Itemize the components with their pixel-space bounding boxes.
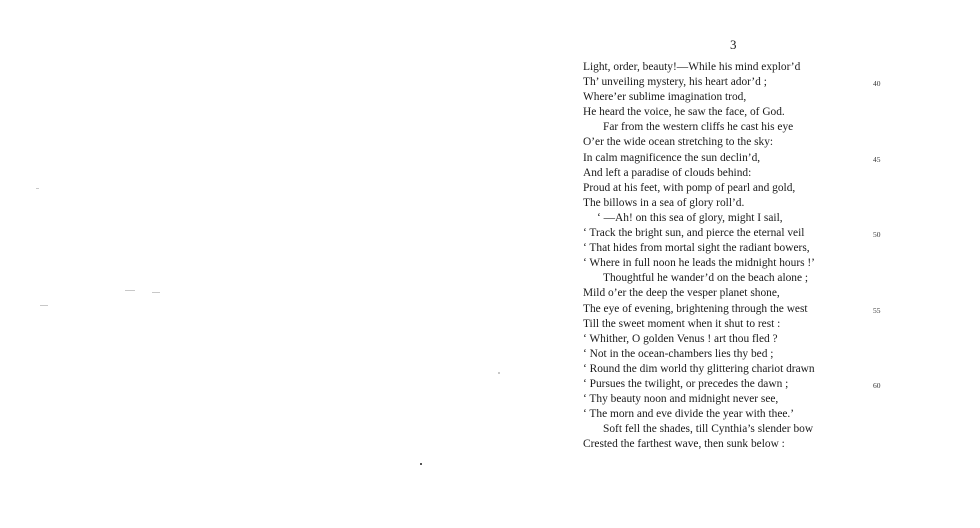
poem-line-text: Far from the western cliffs he cast his eye: [603, 121, 794, 134]
poem-line: [583, 302, 903, 317]
poem-line: [583, 362, 903, 377]
line-number: 60: [873, 380, 881, 390]
page-number: 3: [730, 37, 737, 52]
poem-line-text: ‘ —Ah! on this sea of glory, might I sail,: [597, 211, 783, 224]
poem-line-text: Thoughtful he wander’d on the beach alone ;: [603, 272, 809, 285]
poem-line: [583, 60, 903, 75]
paper-speck: [420, 463, 422, 465]
poem-line-text: Th’ unveiling mystery, his heart ador’d ;: [583, 76, 767, 89]
poem-line: [583, 392, 903, 407]
line-number: 45: [873, 154, 881, 164]
poem-line: [583, 90, 903, 105]
poem-line: [583, 271, 903, 286]
poem-line-text: ‘ The morn and eve divide the year with thee.’: [583, 408, 795, 421]
paper-speck: [152, 292, 160, 293]
poem-line-text: Where’er sublime imagination trod,: [583, 91, 747, 104]
poem-line-text: Mild o’er the deep the vesper planet shone,: [583, 287, 780, 300]
poem-line: [583, 317, 903, 332]
poem-line-text: And left a paradise of clouds behind:: [583, 166, 752, 179]
line-number: 55: [873, 305, 881, 315]
poem-line: [583, 135, 903, 150]
poem-line: [583, 407, 903, 422]
poem-line-text: Crested the farthest wave, then sunk below :: [583, 438, 785, 451]
poem-line-text: The eye of evening, brightening through the west: [583, 302, 808, 315]
poem-line: [583, 211, 903, 226]
line-number: 40: [873, 79, 881, 89]
poem-line: [583, 437, 903, 452]
poem-line-text: ‘ Thy beauty noon and midnight never see,: [583, 393, 779, 406]
poem-line-text: ‘ Pursues the twilight, or precedes the dawn ;: [583, 377, 789, 390]
poem-line-text: ‘ Where in full noon he leads the midnight hours !’: [583, 257, 815, 270]
poem-line-text: Light, order, beauty!—While his mind explor’d: [583, 61, 801, 73]
poem-line-text: ‘ Whither, O golden Venus ! art thou fled ?: [583, 332, 778, 345]
poem-line-text: Soft fell the shades, till Cynthia’s slender bow: [603, 423, 814, 436]
poem-body: [583, 60, 903, 452]
paper-speck: [36, 188, 39, 189]
poem-line: [583, 332, 903, 347]
poem-line: [583, 347, 903, 362]
paper-speck: [40, 305, 48, 306]
poem-line: [583, 105, 903, 120]
poem-line-text: ‘ Round the dim world thy glittering chariot drawn: [583, 362, 815, 375]
poem-line-text: ‘ Track the bright sun, and pierce the eternal veil: [583, 227, 805, 240]
poem-line-text: Till the sweet moment when it shut to rest :: [583, 317, 781, 330]
poem-line-text: ‘ Not in the ocean-chambers lies thy bed ;: [583, 347, 774, 360]
poem-line: [583, 181, 903, 196]
poem-line-text: The billows in a sea of glory roll’d.: [583, 196, 745, 209]
poem-line: [583, 196, 903, 211]
poem-line: [583, 166, 903, 181]
poem-line: [583, 226, 903, 241]
poem-line-text: Proud at his feet, with pomp of pearl and gold,: [583, 181, 796, 194]
poem-line-text: He heard the voice, he saw the face, of God.: [583, 106, 785, 119]
poem-line: [583, 377, 903, 392]
poem-line: [583, 256, 903, 271]
poem-line-text: O’er the wide ocean stretching to the sky:: [583, 136, 774, 149]
line-number: 50: [873, 230, 881, 240]
poem-line: [583, 151, 903, 166]
poem-line: [583, 241, 903, 256]
poem-line: [583, 422, 903, 437]
poem-line: [583, 75, 903, 90]
poem-line: [583, 286, 903, 301]
poem-line-text: In calm magnificence the sun declin’d,: [583, 151, 761, 164]
poem-line: [583, 120, 903, 135]
poem-line-text: ‘ That hides from mortal sight the radiant bowers,: [583, 242, 810, 255]
paper-speck: [125, 290, 135, 291]
